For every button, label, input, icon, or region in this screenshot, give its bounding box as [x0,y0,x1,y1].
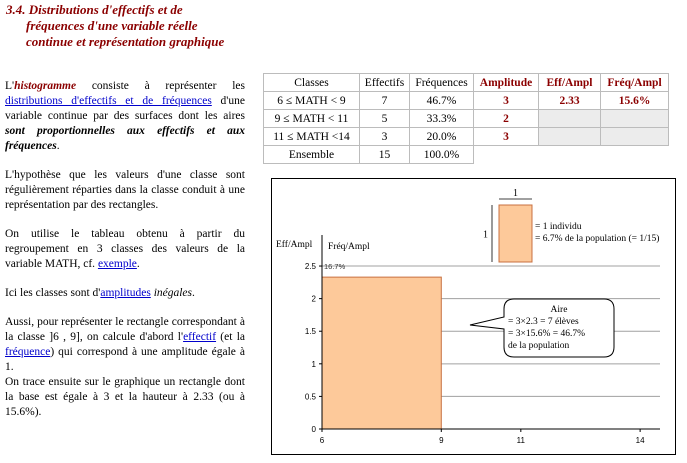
y-tick-label: 1 [311,359,316,369]
term-histogramme: histogramme [14,80,77,92]
table-cell: 6 ≤ MATH < 9 [264,92,360,110]
histogram-svg [272,179,677,456]
header-eff-ampl: Eff/Ampl [539,74,601,92]
y-axis-title: Eff/Ampl [276,240,313,250]
table-cell: 2.33 [539,92,601,110]
frequency-table [263,73,669,164]
text-span: L' [5,80,15,92]
table-cell [539,110,601,128]
table-row [264,128,669,146]
text-span: ) qui correspond à une amplitude égale à 1. [5,346,245,373]
table-row [264,92,669,110]
text-span: consiste à représenter les [76,80,245,92]
text-span: . [56,140,60,152]
y2-tick-label: 16.7% [324,262,346,272]
text-span: Aussi, pour représenter le rectangle correspondant à la classe ]6 , 9], on calcule d'abord l' [5,316,245,343]
table-cell [601,110,669,128]
emphasis-inegales: inégales [153,287,193,299]
legend-unit-square [499,205,532,262]
header-amplitude: Amplitude [474,74,539,92]
paragraph-amplitudes [5,286,245,301]
callout-line: = 3×15.6% = 46.7% [508,329,586,339]
text-span: . [192,287,195,299]
y-tick-label: 0.5 [304,392,316,402]
text-span: (et la [216,331,245,343]
table-cell: 15 [360,146,410,164]
link-frequence[interactable]: fréquence [5,346,51,358]
table-cell [601,146,669,164]
table-cell [539,146,601,164]
title-line-3: continue et représentation graphique [26,34,225,49]
text-span: d'une variable continue par des surfaces dont les aires [5,95,245,122]
table-cell: 20.0% [410,128,474,146]
table-cell: 3 [474,92,539,110]
table-cell: 7 [360,92,410,110]
paragraph-tableau [5,227,245,272]
legend-height-label: 1 [483,229,488,241]
table-cell [539,128,601,146]
table-cell: 15.6% [601,92,669,110]
link-exemple[interactable]: exemple [97,258,137,270]
table-cell: Ensemble [264,146,360,164]
y-tick-label: 2.5 [304,262,316,272]
y2-axis-title: Fréq/Ampl [328,242,370,252]
x-tick-label: 9 [439,436,444,445]
x-tick-label: 14 [635,436,645,445]
histogram-bar [322,277,441,429]
table-cell: 3 [474,128,539,146]
y-tick-label: 2 [311,294,316,304]
link-distributions[interactable]: distributions d'effectifs et de fréquences [5,95,212,107]
y-tick-label: 1.5 [304,327,316,337]
paragraph-hypothese: L'hypothèse que les valeurs d'une classe sont régulièrement réparties dans la classe conduit à une représentation par des rectangles. [5,169,245,211]
x-tick-label: 6 [319,436,325,445]
header-classes: Classes [264,74,360,92]
histogram-chart [271,178,676,455]
explanation-text [5,79,245,434]
text-span: Ici les classes sont d' [5,287,101,299]
title-line-2: fréquences d'une variable réelle [26,18,198,33]
table-cell [474,146,539,164]
link-amplitudes[interactable]: amplitudes [100,287,151,299]
table-cell [601,128,669,146]
callout-line: = 3×2.3 = 7 élèves [508,317,579,327]
callout-line: de la population [508,341,570,351]
legend-text-individu: = 1 individu [535,222,582,232]
table-cell: 9 ≤ MATH < 11 [264,110,360,128]
table-header-row [264,74,669,92]
table-cell: 46.7% [410,92,474,110]
y-tick-label: 0 [311,425,316,434]
table-row [264,110,669,128]
legend-width-label: 1 [513,188,518,199]
table-cell: 11 ≤ MATH <14 [264,128,360,146]
callout-title: Aire [550,305,568,315]
header-frequences: Fréquences [410,74,474,92]
header-freq-ampl: Fréq/Ampl [601,74,669,92]
page-title [6,2,306,50]
text-span: On utilise le tableau obtenu à partir du regroupement en 3 classes des valeurs de la variable MATH, cf. [5,228,245,270]
paragraph-rectangle [5,315,245,375]
header-effectifs: Effectifs [360,74,410,92]
emphasis-proportionnelles: sont proportionnelles aux effectifs et aux fréquences [5,125,245,152]
title-line-1: 3.4. Distributions d'effectifs et de [6,2,183,17]
text-span: . [136,258,140,270]
table-cell: 5 [360,110,410,128]
table-row [264,146,669,164]
table-cell: 100.0% [410,146,474,164]
legend-text-population: = 6.7% de la population (= 1/15) [535,234,660,244]
paragraph-histogram [5,79,245,154]
table-cell: 33.3% [410,110,474,128]
table-cell: 2 [474,110,539,128]
paragraph-trace: On trace ensuite sur le graphique un rectangle dont la base est égale à 3 et la hauteur à 2.33 (ou à 15.6%). [5,376,245,418]
x-tick-label: 11 [516,436,525,445]
table-cell: 3 [360,128,410,146]
link-effectif[interactable]: effectif [183,331,217,343]
